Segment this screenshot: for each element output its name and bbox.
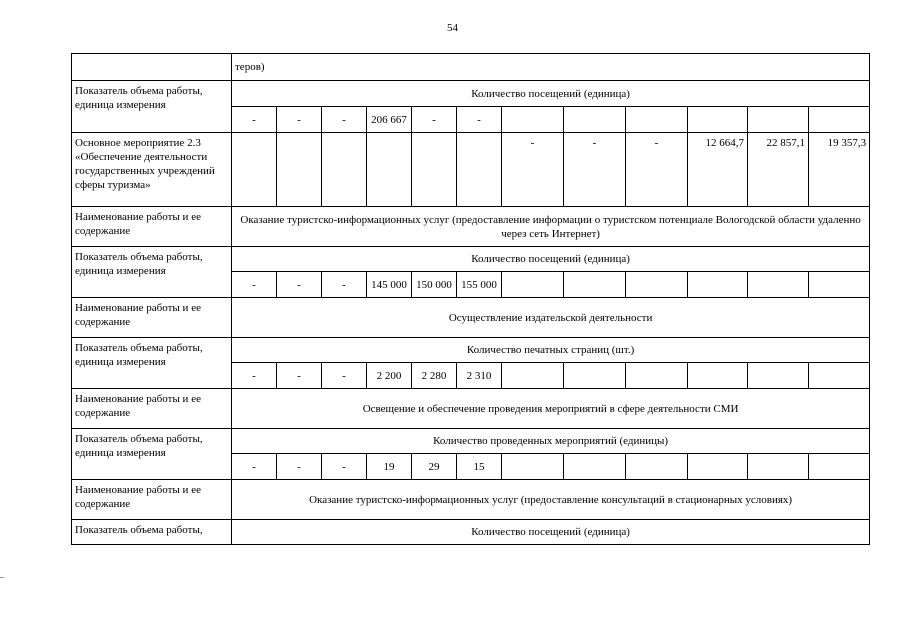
value-cell bbox=[502, 107, 564, 133]
indicator-label: Показатель объема работы, единица измерения bbox=[72, 338, 232, 389]
table-row bbox=[72, 207, 870, 247]
value-cell bbox=[277, 133, 322, 207]
value-cell bbox=[626, 107, 688, 133]
indicator-heading: Количество проведенных мероприятий (единицы) bbox=[232, 429, 870, 454]
value-cell bbox=[232, 133, 277, 207]
program-table bbox=[71, 53, 870, 545]
value-cell: 2 310 bbox=[457, 363, 502, 389]
value-cell: - bbox=[502, 133, 564, 207]
value-cell bbox=[457, 133, 502, 207]
value-cell bbox=[626, 454, 688, 480]
value-cell: 150 000 bbox=[412, 272, 457, 298]
table-row bbox=[72, 429, 870, 454]
value-cell bbox=[564, 107, 626, 133]
value-cell bbox=[748, 363, 809, 389]
page-number: 54 bbox=[447, 22, 458, 34]
table-row bbox=[72, 389, 870, 429]
value-cell: - bbox=[412, 107, 457, 133]
work-label: Наименование работы и ее содержание bbox=[72, 298, 232, 338]
value-cell bbox=[748, 454, 809, 480]
value-cell bbox=[688, 272, 748, 298]
work-description: Осуществление издательской деятельности bbox=[232, 298, 870, 338]
value-cell: 19 357,3 bbox=[809, 133, 870, 207]
value-cell bbox=[564, 363, 626, 389]
value-cell: 145 000 bbox=[367, 272, 412, 298]
value-cell bbox=[748, 272, 809, 298]
value-cell: 2 280 bbox=[412, 363, 457, 389]
value-cell bbox=[564, 272, 626, 298]
table-row bbox=[72, 133, 870, 207]
event-label: Основное мероприятие 2.3 «Обеспечение деятельности государственных учреждений сферы туризма» bbox=[72, 133, 232, 207]
continuation-text: теров) bbox=[232, 54, 870, 81]
value-cell bbox=[748, 107, 809, 133]
value-cell: 15 bbox=[457, 454, 502, 480]
value-cell: - bbox=[457, 107, 502, 133]
value-cell bbox=[626, 272, 688, 298]
value-cell: 22 857,1 bbox=[748, 133, 809, 207]
value-cell: 12 664,7 bbox=[688, 133, 748, 207]
table-row bbox=[72, 81, 870, 107]
value-cell: - bbox=[232, 363, 277, 389]
table-row bbox=[72, 247, 870, 272]
value-cell: 155 000 bbox=[457, 272, 502, 298]
value-cell bbox=[688, 363, 748, 389]
indicator-label: Показатель объема работы, единица измерения bbox=[72, 247, 232, 298]
value-cell bbox=[502, 363, 564, 389]
work-label: Наименование работы и ее содержание bbox=[72, 207, 232, 247]
indicator-heading: Количество посещений (единица) bbox=[232, 81, 870, 107]
table-row bbox=[72, 54, 870, 81]
value-cell: - bbox=[277, 107, 322, 133]
value-cell: - bbox=[564, 133, 626, 207]
value-cell: - bbox=[232, 454, 277, 480]
value-cell: - bbox=[322, 272, 367, 298]
value-cell: - bbox=[277, 363, 322, 389]
value-cell: - bbox=[232, 107, 277, 133]
table-row bbox=[72, 298, 870, 338]
value-cell bbox=[322, 133, 367, 207]
value-cell: - bbox=[322, 363, 367, 389]
value-cell: - bbox=[626, 133, 688, 207]
value-cell bbox=[688, 454, 748, 480]
indicator-heading: Количество печатных страниц (шт.) bbox=[232, 338, 870, 363]
value-cell bbox=[502, 454, 564, 480]
value-cell: 2 200 bbox=[367, 363, 412, 389]
value-cell: - bbox=[277, 454, 322, 480]
value-cell bbox=[809, 272, 870, 298]
value-cell: 29 bbox=[412, 454, 457, 480]
table-row bbox=[72, 520, 870, 545]
table-row bbox=[72, 338, 870, 363]
value-cell: - bbox=[277, 272, 322, 298]
indicator-label: Показатель объема работы, единица измерения bbox=[72, 429, 232, 480]
work-description: Освещение и обеспечение проведения мероприятий в сфере деятельности СМИ bbox=[232, 389, 870, 429]
indicator-label: Показатель объема работы, единица измерения bbox=[72, 81, 232, 133]
value-cell bbox=[626, 363, 688, 389]
value-cell: 19 bbox=[367, 454, 412, 480]
indicator-label: Показатель объема работы, bbox=[72, 520, 232, 545]
value-cell bbox=[502, 272, 564, 298]
work-label: Наименование работы и ее содержание bbox=[72, 480, 232, 520]
value-cell bbox=[564, 454, 626, 480]
value-cell bbox=[412, 133, 457, 207]
value-cell: 206 667 bbox=[367, 107, 412, 133]
value-cell: - bbox=[232, 272, 277, 298]
value-cell bbox=[809, 454, 870, 480]
table-row bbox=[72, 480, 870, 520]
value-cell: - bbox=[322, 454, 367, 480]
work-description: Оказание туристско-информационных услуг (предоставление информации о туристском потенциале Вологодской области удаленно через сеть Интернет) bbox=[232, 207, 870, 247]
indicator-heading: Количество посещений (единица) bbox=[232, 247, 870, 272]
indicator-heading: Количество посещений (единица) bbox=[232, 520, 870, 545]
value-cell bbox=[809, 363, 870, 389]
work-label: Наименование работы и ее содержание bbox=[72, 389, 232, 429]
work-description: Оказание туристско-информационных услуг (предоставление консультаций в стационарных условиях) bbox=[232, 480, 870, 520]
margin-mark bbox=[0, 577, 4, 578]
value-cell bbox=[367, 133, 412, 207]
value-cell: - bbox=[322, 107, 367, 133]
value-cell bbox=[809, 107, 870, 133]
value-cell bbox=[688, 107, 748, 133]
